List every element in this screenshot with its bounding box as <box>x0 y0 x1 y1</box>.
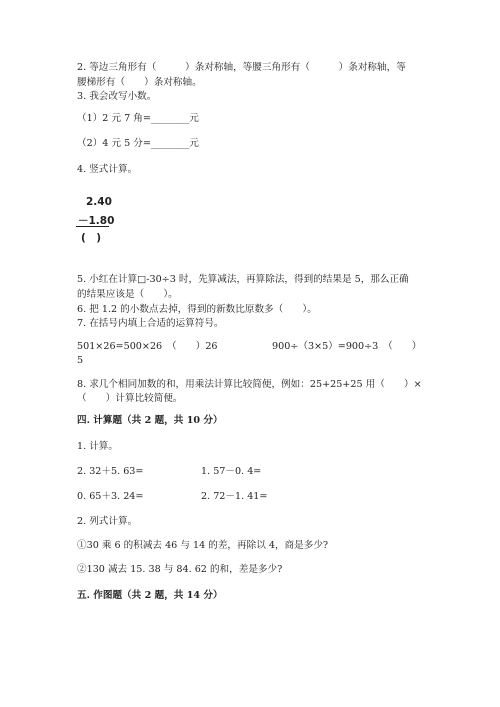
question-8-line-2: （ ）计算比较简便。 <box>77 393 183 404</box>
calc-1-item-a: 2. 32＋5. 63= <box>77 466 144 477</box>
calc-1-item-c: 0. 65＋3. 24= <box>77 491 144 502</box>
vertical-bottom-number: －1.80 <box>78 215 115 227</box>
question-7-title: 7. 在括号内填上合适的运算符号。 <box>77 318 224 329</box>
calc-2-item-2: ②130 减去 15. 38 与 84. 62 的和，差是多少? <box>77 564 283 575</box>
vertical-divider-line <box>76 226 109 227</box>
section-4-heading: 四. 计算题（共 2 题，共 10 分） <box>77 415 223 426</box>
calc-1-title: 1. 计算。 <box>77 441 118 452</box>
question-2-line-2: 腰梯形有（ ）条对称轴。 <box>77 77 202 88</box>
question-5-line-2: 的结果应该是（ ）。 <box>77 289 178 300</box>
question-4-title: 4. 竖式计算。 <box>77 164 138 175</box>
question-3-title: 3. 我会改写小数。 <box>77 91 157 102</box>
question-5-line-1: 5. 小红在计算□-30÷3 时，先算减法，再算除法，得到的结果是 5，那么正确 <box>77 274 409 285</box>
section-5-heading: 五. 作图题（共 2 题，共 14 分） <box>77 590 223 601</box>
question-7-item-2: 900÷（3×5）=900÷3 （ ） <box>272 341 422 352</box>
question-6: 6. 把 1.2 的小数点去掉，得到的新数比原数多（ ）。 <box>77 304 317 315</box>
calc-2-item-1: ①30 乘 6 的积减去 46 与 14 的差，再除以 4，商是多少? <box>77 540 329 551</box>
vertical-result-blank: ( ) <box>81 232 102 244</box>
question-3-item-2: （2）4 元 5 分=________元 <box>77 138 199 149</box>
vertical-top-number: 2.40 <box>86 196 112 208</box>
question-7-item-1: 501×26=500×26 （ ）26 <box>77 341 218 352</box>
question-2-line-1: 2. 等边三角形有（ ）条对称轴，等腰三角形有（ ）条对称轴，等 <box>77 62 406 73</box>
calc-1-item-b: 1. 57－0. 4= <box>201 466 262 477</box>
question-8-line-1: 8. 求几个相同加数的和，用乘法计算比较简便，例如：25+25+25 用（ ）× <box>77 379 422 390</box>
question-7-item-2-wrap: 5 <box>77 355 84 366</box>
question-3-item-1: （1）2 元 7 角=________元 <box>77 113 199 124</box>
calc-2-title: 2. 列式计算。 <box>77 516 138 527</box>
calc-1-item-d: 2. 72－1. 41= <box>201 491 268 502</box>
